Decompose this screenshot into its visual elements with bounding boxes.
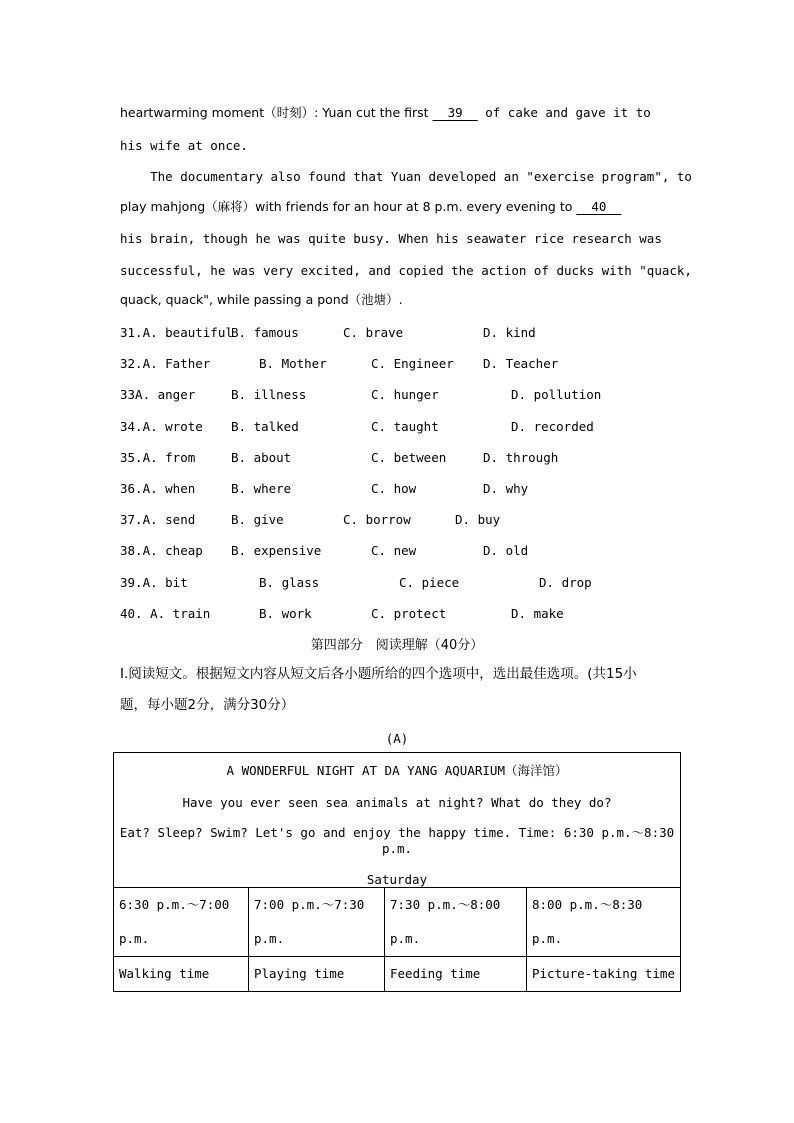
time-cell: 8:00 p.m.～8:30 p.m.: [527, 888, 681, 957]
passage-line: successful, he was very excited, and copied the action of ducks with "quack,: [120, 263, 692, 278]
table-title: A WONDERFUL NIGHT AT DA YANG AQUARIUM（海洋馆）: [226, 763, 568, 778]
time-cell: 6:30 p.m.～7:00 p.m.: [114, 888, 249, 957]
activity-cell: Walking time: [114, 957, 249, 992]
part-label: (A): [385, 731, 409, 746]
table-row: [114, 957, 681, 992]
table-header-cell: [114, 753, 681, 888]
activity-cell: Playing time: [249, 957, 385, 992]
passage-line: his brain, though he was quite busy. When his seawater rice research was: [120, 231, 662, 246]
activity-cell: Feeding time: [385, 957, 527, 992]
aquarium-table: [113, 752, 681, 992]
blank-39: 39: [432, 105, 478, 120]
table-intro-line: Have you ever seen sea animals at night? What do they do?: [182, 795, 612, 810]
activity-cell: Picture-taking time: [527, 957, 681, 992]
instructions-line-2: 题，每小题2分，满分30分）: [120, 697, 295, 713]
passage-line: quack, quack", while passing a pond（池塘）.: [120, 292, 403, 307]
passage-line: play mahjong（麻将）with friends for an hour at 8 p.m. every evening to 40: [120, 199, 622, 214]
time-cell: 7:30 p.m.～8:00 p.m.: [385, 888, 527, 957]
blank-40: 40: [576, 199, 622, 214]
table-intro-line: Eat? Sleep? Swim? Let's go and enjoy the happy time. Time: 6:30 p.m.～8:30 p.m.: [119, 825, 675, 856]
passage-line: The documentary also found that Yuan developed an "exercise program", to: [120, 169, 692, 184]
table-day: Saturday: [366, 872, 428, 887]
passage-line: his wife at once.: [120, 138, 248, 153]
instructions-line-1: Ⅰ.阅读短文。根据短文内容从短文后各小题所给的四个选项中，选出最佳选项。(共15小: [120, 666, 637, 682]
section-title: 第四部分 阅读理解（40分）: [310, 638, 484, 653]
time-cell: 7:00 p.m.～7:30 p.m.: [249, 888, 385, 957]
table-row: [114, 888, 681, 957]
passage-line: heartwarming moment（时刻）: Yuan cut the first 39 of cake and gave it to: [120, 105, 651, 120]
